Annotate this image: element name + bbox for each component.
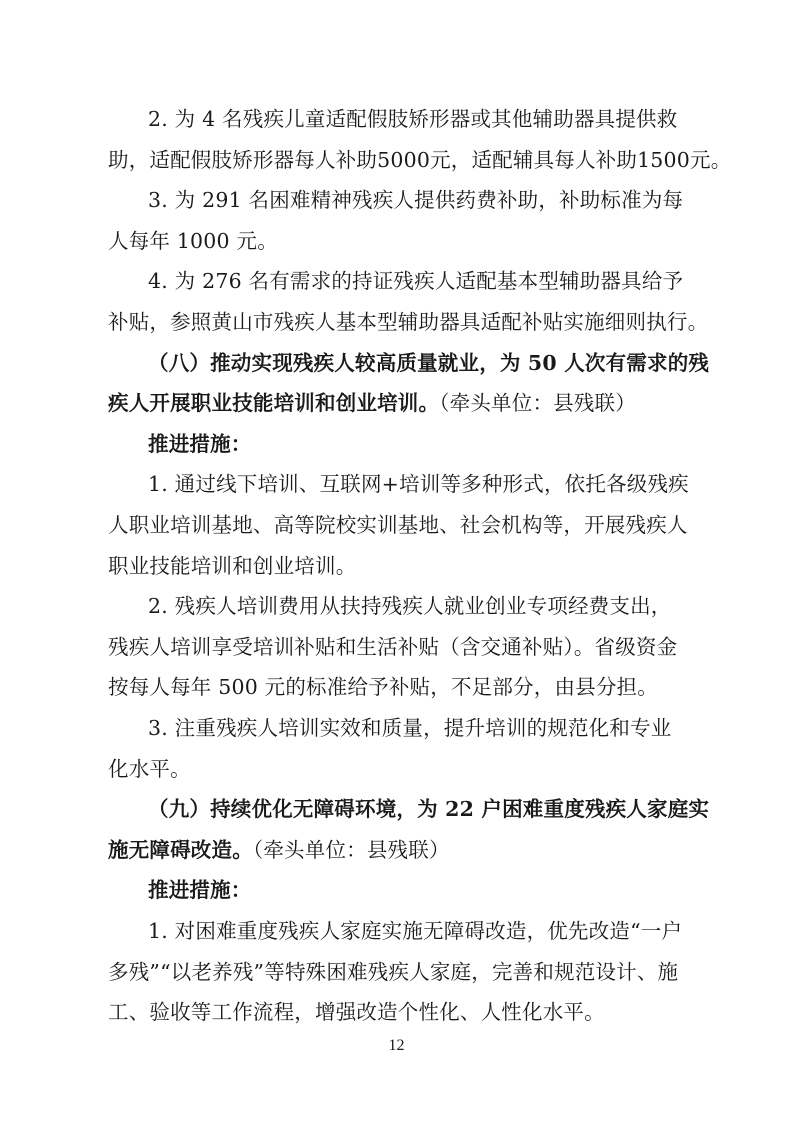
paragraph-line: 4. 为 276 名有需求的持证残疾人适配基本型辅助器具给予 xyxy=(148,269,684,294)
paragraph-line: 人职业培训基地、高等院校实训基地、社会机构等，开展残疾人 xyxy=(108,513,688,537)
paragraph-line: 2. 残疾人培训费用从扶持残疾人就业创业专项经费支出， xyxy=(148,594,672,619)
section-heading-text: 施无障碍改造。 xyxy=(108,837,253,862)
lead-unit-note: （牵头单位：县残联） xyxy=(439,391,636,416)
section-heading-8: （八）推动实现残疾人较高质量就业，为 50 人次有需求的残 xyxy=(148,350,710,375)
paragraph-line: 职业技能培训和创业培训。 xyxy=(108,553,357,578)
paragraph-line: 按每人每年 500 元的标准给予补贴，不足部分，由县分担。 xyxy=(108,675,658,700)
paragraph-line: 补贴，参照黄山市残疾人基本型辅助器具适配补贴实施细则执行。 xyxy=(108,310,709,334)
page-number: 12 xyxy=(388,1037,405,1054)
section-heading-text: 疾人开展职业技能培训和创业培训。 xyxy=(108,391,440,416)
section-heading-9-continued xyxy=(108,831,450,869)
paragraph-line: 助，适配假肢矫形器每人补助5000元，适配辅具每人补助1500元。 xyxy=(108,147,732,172)
paragraph-line: 3. 为 291 名困难精神残疾人提供药费补助，补助标准为每 xyxy=(148,188,684,213)
paragraph-line: 多残”“以老养残”等特殊困难残疾人家庭，完善和规范设计、施 xyxy=(108,959,679,984)
lead-unit-note: （牵头单位：县残联） xyxy=(252,837,450,862)
paragraph-line: 人每年 1000 元。 xyxy=(108,228,278,253)
section-heading-8-continued xyxy=(108,384,636,422)
paragraph-line: 工、验收等工作流程，增强改造个性化、人性化水平。 xyxy=(108,1000,605,1025)
section-heading-9: （九）持续优化无障碍环境，为 22 户困难重度残疾人家庭实 xyxy=(148,797,710,822)
paragraph-line: 残疾人培训享受培训补贴和生活补贴（含交通补贴）。省级资金 xyxy=(108,634,678,659)
measures-heading: 推进措施： xyxy=(148,431,252,456)
measures-heading: 推进措施： xyxy=(148,878,252,903)
paragraph-line: 1. 通过线下培训、互联网+培训等多种形式，依托各级残疾 xyxy=(148,472,689,497)
paragraph-line: 化水平。 xyxy=(108,756,191,781)
paragraph-line: 2. 为 4 名残疾儿童适配假肢矫形器或其他辅助器具提供救 xyxy=(148,107,678,131)
paragraph-line: 3. 注重残疾人培训实效和质量，提升培训的规范化和专业 xyxy=(148,716,672,740)
paragraph-line: 1. 对困难重度残疾人家庭实施无障碍改造，优先改造“一户 xyxy=(148,919,683,943)
